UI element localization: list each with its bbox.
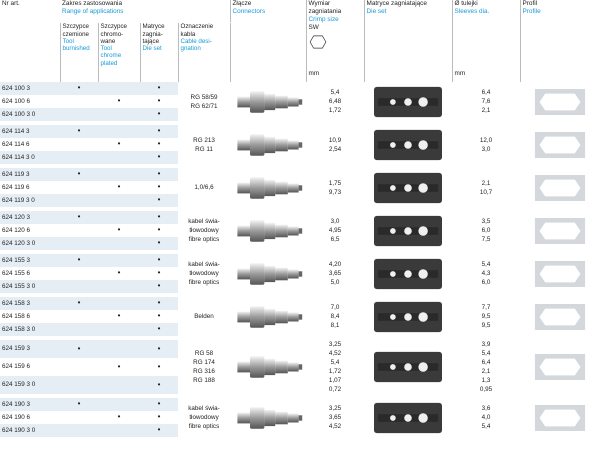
connector-cell bbox=[230, 168, 306, 207]
mark-cell bbox=[98, 358, 140, 376]
cable-designation-line: RG 213 bbox=[193, 136, 215, 144]
sleeve-diameter-line: 2,1 bbox=[481, 179, 491, 187]
article-number: 624 119 3 0 bbox=[0, 194, 60, 207]
article-number: 624 159 3 bbox=[0, 340, 60, 358]
mark-cell bbox=[60, 125, 98, 138]
bullet-mark bbox=[158, 197, 161, 204]
article-number: 624 190 6 bbox=[0, 411, 60, 424]
connector-cell bbox=[230, 398, 306, 437]
mark-cell bbox=[60, 168, 98, 181]
die-set-cell bbox=[364, 340, 452, 394]
mark-cell bbox=[60, 181, 98, 194]
bullet-mark bbox=[78, 401, 81, 408]
die-set-cell bbox=[364, 398, 452, 437]
mark-cell bbox=[98, 323, 140, 336]
bullet-mark bbox=[78, 346, 81, 353]
article-number: 624 155 6 bbox=[0, 267, 60, 280]
bnc-connector-icon bbox=[232, 127, 304, 163]
die-set-cell bbox=[364, 168, 452, 207]
cable-designation bbox=[178, 82, 230, 121]
die-set-icon bbox=[369, 85, 447, 119]
header-matryce-zag: Matryce zagniatające Die set bbox=[364, 0, 452, 82]
bullet-mark bbox=[158, 171, 161, 178]
crimp-size-line: 8,1 bbox=[330, 322, 340, 329]
article-number: 624 114 6 bbox=[0, 138, 60, 151]
mark-cell bbox=[98, 95, 140, 108]
article-number: 624 100 3 0 bbox=[0, 108, 60, 121]
mark-cell bbox=[98, 138, 140, 151]
mark-cell bbox=[98, 398, 140, 411]
crimp-size-line: 10,9 bbox=[328, 136, 342, 144]
article-number: 624 158 3 0 bbox=[0, 323, 60, 336]
mark-cell bbox=[98, 310, 140, 323]
connector-cell bbox=[230, 125, 306, 164]
article-number: 624 114 3 bbox=[0, 125, 60, 138]
bullet-mark bbox=[158, 414, 161, 421]
sleeve-diameter bbox=[452, 82, 520, 121]
cable-designation bbox=[178, 398, 230, 437]
table-row bbox=[0, 297, 600, 310]
bullet-mark bbox=[158, 326, 161, 333]
bnc-connector-icon bbox=[232, 349, 304, 385]
die-set-cell bbox=[364, 125, 452, 164]
mark-cell bbox=[98, 224, 140, 237]
mark-cell bbox=[60, 254, 98, 267]
mark-cell bbox=[140, 358, 178, 376]
bullet-mark bbox=[158, 184, 161, 191]
hexagon-icon bbox=[309, 35, 327, 49]
connector-cell bbox=[230, 254, 306, 293]
bullet-mark bbox=[158, 214, 161, 221]
cable-designation-line: Belden bbox=[194, 313, 214, 320]
sleeve-diameter-line: 12,0 bbox=[479, 136, 493, 144]
cable-designation-line: fibre optics bbox=[188, 423, 220, 430]
sleeve-diameter-line: 6,0 bbox=[481, 279, 491, 286]
profile-cell bbox=[520, 398, 600, 437]
cable-designation-line: kabel świa- bbox=[188, 405, 220, 412]
cable-designation-line: tłowodowy bbox=[189, 270, 219, 277]
bullet-mark bbox=[158, 227, 161, 234]
sleeve-diameter-line: 6,4 bbox=[481, 89, 491, 96]
mark-cell bbox=[140, 340, 178, 358]
mark-cell bbox=[140, 108, 178, 121]
cable-designation-line: RG 188 bbox=[193, 377, 215, 384]
cable-designation bbox=[178, 211, 230, 250]
mark-cell bbox=[60, 310, 98, 323]
sleeve-diameter-line: 5,4 bbox=[481, 261, 491, 268]
sleeve-diameter bbox=[452, 398, 520, 437]
die-set-icon bbox=[369, 257, 447, 291]
header-matryce: Matryce zagnia- tające Die set bbox=[140, 23, 178, 82]
bullet-mark bbox=[78, 214, 81, 221]
mark-cell bbox=[60, 95, 98, 108]
bnc-connector-icon bbox=[232, 256, 304, 292]
header-oznaczenie: Oznaczenie kabla Cable desi- gnation bbox=[178, 23, 230, 82]
sleeve-diameter-line: 7,6 bbox=[481, 98, 491, 105]
mark-cell bbox=[98, 194, 140, 207]
cable-designation-line: fibre optics bbox=[188, 279, 220, 286]
mark-cell bbox=[140, 237, 178, 250]
sleeve-diameter-line: 2,1 bbox=[481, 107, 491, 114]
crimp-size-line: 4,52 bbox=[328, 423, 342, 430]
profile-cell bbox=[520, 340, 600, 394]
header-szczypce-czem: Szczypce czemione Tool burnished bbox=[60, 23, 98, 82]
bullet-mark bbox=[158, 382, 161, 389]
mark-cell bbox=[60, 194, 98, 207]
cable-designation-line: RG 58 bbox=[194, 350, 214, 357]
bullet-mark bbox=[118, 184, 121, 191]
mark-cell bbox=[60, 411, 98, 424]
sleeve-diameter bbox=[452, 211, 520, 250]
crimp-size-line: 8,4 bbox=[330, 313, 340, 320]
sleeve-diameter-line: 4,3 bbox=[481, 270, 491, 277]
crimp-size bbox=[306, 254, 364, 293]
bullet-mark bbox=[118, 414, 121, 421]
cable-designation-line: 1,0/6,6 bbox=[194, 184, 214, 191]
bullet-mark bbox=[78, 171, 81, 178]
table-row bbox=[0, 211, 600, 224]
cable-designation bbox=[178, 168, 230, 207]
profile-cell bbox=[520, 125, 600, 164]
sleeve-diameter bbox=[452, 297, 520, 336]
header-wymiar: Wymiar zagniatania Crimp size SW mm bbox=[306, 0, 364, 82]
crimp-size-line: 6,48 bbox=[328, 98, 342, 105]
article-number: 624 155 3 0 bbox=[0, 280, 60, 293]
header-szczypce-chrom: Szczypce chromo- wane Tool chrome plated bbox=[98, 23, 140, 82]
mark-cell bbox=[98, 211, 140, 224]
mark-cell bbox=[98, 151, 140, 164]
bullet-mark bbox=[118, 227, 121, 234]
crimp-size-line: 0,72 bbox=[328, 386, 342, 393]
profile-cell bbox=[520, 254, 600, 293]
article-number: 624 159 6 bbox=[0, 358, 60, 376]
die-set-icon bbox=[369, 171, 447, 205]
header-art: Nr art. bbox=[0, 0, 60, 82]
mark-cell bbox=[60, 398, 98, 411]
mark-cell bbox=[140, 82, 178, 95]
hex-profile-icon bbox=[534, 217, 586, 245]
hex-profile-icon bbox=[534, 404, 586, 432]
cable-designation-line: kabel świa- bbox=[188, 261, 220, 268]
mark-cell bbox=[140, 181, 178, 194]
article-number: 624 159 3 0 bbox=[0, 376, 60, 394]
cable-designation bbox=[178, 340, 230, 394]
crimp-size-line: 7,0 bbox=[330, 304, 340, 311]
bullet-mark bbox=[158, 128, 161, 135]
article-number: 624 120 3 0 bbox=[0, 237, 60, 250]
article-number: 624 120 3 bbox=[0, 211, 60, 224]
sleeve-diameter-line: 5,4 bbox=[481, 350, 491, 357]
sleeve-diameter-line: 1,3 bbox=[481, 377, 491, 384]
bullet-mark bbox=[158, 98, 161, 105]
sleeve-diameter-line: 3,0 bbox=[481, 145, 491, 153]
crimp-size bbox=[306, 82, 364, 121]
sleeve-diameter-line: 3,5 bbox=[481, 218, 491, 225]
sleeve-diameter bbox=[452, 168, 520, 207]
bullet-mark bbox=[158, 141, 161, 148]
mark-cell bbox=[140, 323, 178, 336]
cable-designation-line: RG 62/71 bbox=[190, 102, 218, 110]
mark-cell bbox=[98, 267, 140, 280]
mark-cell bbox=[140, 95, 178, 108]
bullet-mark bbox=[118, 313, 121, 320]
connector-cell bbox=[230, 82, 306, 121]
table-row bbox=[0, 340, 600, 358]
mark-cell bbox=[60, 376, 98, 394]
bullet-mark bbox=[158, 111, 161, 118]
sleeve-diameter-line: 2,1 bbox=[481, 368, 491, 375]
mark-cell bbox=[140, 310, 178, 323]
article-number: 624 119 6 bbox=[0, 181, 60, 194]
hex-profile-icon bbox=[534, 353, 586, 381]
hex-profile-icon bbox=[534, 174, 586, 202]
article-number: 624 120 6 bbox=[0, 224, 60, 237]
mark-cell bbox=[98, 108, 140, 121]
bullet-mark bbox=[118, 98, 121, 105]
mark-cell bbox=[140, 194, 178, 207]
mark-cell bbox=[140, 254, 178, 267]
crimp-size-line: 3,65 bbox=[328, 414, 342, 421]
crimp-size-line: 3,25 bbox=[328, 341, 342, 348]
cable-designation-line: RG 174 bbox=[193, 359, 215, 366]
mark-cell bbox=[140, 398, 178, 411]
crimp-size-line: 4,95 bbox=[328, 227, 342, 234]
bullet-mark bbox=[78, 257, 81, 264]
mark-cell bbox=[98, 424, 140, 437]
profile-cell bbox=[520, 297, 600, 336]
bullet-mark bbox=[78, 128, 81, 135]
crimp-size bbox=[306, 340, 364, 394]
mark-cell bbox=[98, 297, 140, 310]
article-number: 624 100 3 bbox=[0, 82, 60, 95]
mark-cell bbox=[98, 280, 140, 293]
article-number: 624 158 3 bbox=[0, 297, 60, 310]
bnc-connector-icon bbox=[232, 84, 304, 120]
sleeve-diameter-line: 7,5 bbox=[481, 236, 491, 243]
cable-designation bbox=[178, 254, 230, 293]
sleeve-diameter-line: 6,4 bbox=[481, 359, 491, 366]
sleeve-diameter-line: 10,7 bbox=[479, 188, 493, 196]
article-number: 624 190 3 0 bbox=[0, 424, 60, 437]
bullet-mark bbox=[158, 85, 161, 92]
cable-designation-line: fibre optics bbox=[188, 236, 220, 243]
crimp-size bbox=[306, 125, 364, 164]
mark-cell bbox=[140, 267, 178, 280]
crimp-size-line: 4,20 bbox=[328, 261, 342, 268]
profile-cell bbox=[520, 211, 600, 250]
article-number: 624 155 3 bbox=[0, 254, 60, 267]
table-row bbox=[0, 168, 600, 181]
crimp-size-line: 6,5 bbox=[330, 236, 340, 243]
bullet-mark bbox=[158, 364, 161, 371]
crimp-size bbox=[306, 398, 364, 437]
crimp-size-line: 3,0 bbox=[330, 218, 340, 225]
cable-designation-line: RG 316 bbox=[193, 368, 215, 375]
crimp-size-line: 9,73 bbox=[328, 188, 342, 196]
hex-profile-icon bbox=[534, 88, 586, 116]
mark-cell bbox=[98, 340, 140, 358]
bullet-mark bbox=[158, 240, 161, 247]
mark-cell bbox=[98, 411, 140, 424]
cable-designation bbox=[178, 297, 230, 336]
mark-cell bbox=[60, 151, 98, 164]
mark-cell bbox=[60, 82, 98, 95]
die-set-cell bbox=[364, 254, 452, 293]
connector-cell bbox=[230, 340, 306, 394]
crimp-size-line: 5,4 bbox=[330, 359, 340, 366]
die-set-icon bbox=[369, 214, 447, 248]
header-zlacze: Złącze Connectors bbox=[230, 0, 306, 82]
table-row bbox=[0, 398, 600, 411]
sleeve-diameter bbox=[452, 340, 520, 394]
crimp-size-line: 1,07 bbox=[328, 377, 342, 384]
cable-designation-line: RG 58/59 bbox=[190, 93, 218, 101]
mark-cell bbox=[98, 125, 140, 138]
bullet-mark bbox=[118, 270, 121, 277]
article-number: 624 100 6 bbox=[0, 95, 60, 108]
mark-cell bbox=[60, 280, 98, 293]
bullet-mark bbox=[158, 427, 161, 434]
bnc-connector-icon bbox=[232, 299, 304, 335]
sleeve-diameter-line: 3,6 bbox=[481, 405, 491, 412]
mark-cell bbox=[60, 323, 98, 336]
mark-cell bbox=[60, 297, 98, 310]
mark-cell bbox=[140, 125, 178, 138]
connector-cell bbox=[230, 297, 306, 336]
bnc-connector-icon bbox=[232, 400, 304, 436]
table-row bbox=[0, 82, 600, 95]
sleeve-diameter bbox=[452, 254, 520, 293]
mark-cell bbox=[60, 340, 98, 358]
crimp-size bbox=[306, 168, 364, 207]
mark-cell bbox=[140, 297, 178, 310]
mark-cell bbox=[140, 151, 178, 164]
die-set-cell bbox=[364, 297, 452, 336]
mark-cell bbox=[98, 181, 140, 194]
sleeve-diameter-line: 5,4 bbox=[481, 423, 491, 430]
mark-cell bbox=[60, 211, 98, 224]
mark-cell bbox=[60, 424, 98, 437]
mark-cell bbox=[140, 376, 178, 394]
sleeve-diameter-line: 4,0 bbox=[481, 414, 491, 421]
mark-cell bbox=[98, 254, 140, 267]
crimp-size-line: 2,54 bbox=[328, 145, 342, 153]
header-zakres: Zakres zastosowania Range of applications bbox=[60, 0, 230, 23]
crimp-size-line: 3,65 bbox=[328, 270, 342, 277]
crimp-size-line: 1,75 bbox=[328, 179, 342, 187]
hex-profile-icon bbox=[534, 303, 586, 331]
table-row bbox=[0, 254, 600, 267]
article-number: 624 119 3 bbox=[0, 168, 60, 181]
bullet-mark bbox=[158, 283, 161, 290]
cable-designation-line: tłowodowy bbox=[189, 227, 219, 234]
crimp-size-line: 1,72 bbox=[328, 107, 342, 114]
crimp-size bbox=[306, 211, 364, 250]
header-tulejki: Ø tulejki Sleeves dia. mm bbox=[452, 0, 520, 82]
mark-cell bbox=[140, 224, 178, 237]
mark-cell bbox=[98, 168, 140, 181]
bnc-connector-icon bbox=[232, 213, 304, 249]
table-row bbox=[0, 125, 600, 138]
crimp-size-line: 1,72 bbox=[328, 368, 342, 375]
die-set-cell bbox=[364, 82, 452, 121]
bullet-mark bbox=[118, 141, 121, 148]
cable-designation-line: kabel świa- bbox=[188, 218, 220, 225]
mark-cell bbox=[60, 237, 98, 250]
connector-cell bbox=[230, 211, 306, 250]
mark-cell bbox=[140, 138, 178, 151]
bullet-mark bbox=[158, 154, 161, 161]
mark-cell bbox=[140, 211, 178, 224]
mark-cell bbox=[140, 168, 178, 181]
die-set-icon bbox=[369, 128, 447, 162]
mark-cell bbox=[60, 224, 98, 237]
sleeve-diameter bbox=[452, 125, 520, 164]
die-set-icon bbox=[369, 300, 447, 334]
die-set-icon bbox=[369, 350, 447, 384]
bullet-mark bbox=[158, 346, 161, 353]
article-number: 624 114 3 0 bbox=[0, 151, 60, 164]
sleeve-diameter-line: 3,9 bbox=[481, 341, 491, 348]
mark-cell bbox=[98, 82, 140, 95]
cable-designation-line: tłowodowy bbox=[189, 414, 219, 421]
sleeve-diameter-line: 9,5 bbox=[481, 313, 491, 320]
mark-cell bbox=[60, 267, 98, 280]
mark-cell bbox=[60, 108, 98, 121]
bullet-mark bbox=[118, 364, 121, 371]
crimp-size-line: 5,4 bbox=[330, 89, 340, 96]
bullet-mark bbox=[158, 313, 161, 320]
profile-cell bbox=[520, 82, 600, 121]
die-set-cell bbox=[364, 211, 452, 250]
crimp-size-line: 4,52 bbox=[328, 350, 342, 357]
mark-cell bbox=[98, 376, 140, 394]
mark-cell bbox=[98, 237, 140, 250]
crimp-size-line: 5,0 bbox=[330, 279, 340, 286]
die-set-icon bbox=[369, 401, 447, 435]
bnc-connector-icon bbox=[232, 170, 304, 206]
mark-cell bbox=[140, 280, 178, 293]
bullet-mark bbox=[158, 257, 161, 264]
header-profil: Profil Profile bbox=[520, 0, 600, 82]
sleeve-diameter-line: 0,95 bbox=[479, 386, 493, 393]
bullet-mark bbox=[158, 401, 161, 408]
bullet-mark bbox=[78, 85, 81, 92]
mark-cell bbox=[140, 411, 178, 424]
profile-cell bbox=[520, 168, 600, 207]
crimp-size bbox=[306, 297, 364, 336]
cable-designation bbox=[178, 125, 230, 164]
bullet-mark bbox=[158, 300, 161, 307]
crimp-size-line: 3,25 bbox=[328, 405, 342, 412]
bullet-mark bbox=[158, 270, 161, 277]
mark-cell bbox=[60, 358, 98, 376]
bullet-mark bbox=[78, 300, 81, 307]
sleeve-diameter-line: 7,7 bbox=[481, 304, 491, 311]
article-number: 624 190 3 bbox=[0, 398, 60, 411]
mark-cell bbox=[140, 424, 178, 437]
article-number: 624 158 6 bbox=[0, 310, 60, 323]
sleeve-diameter-line: 6,0 bbox=[481, 227, 491, 234]
hex-profile-icon bbox=[534, 260, 586, 288]
mark-cell bbox=[60, 138, 98, 151]
hex-profile-icon bbox=[534, 131, 586, 159]
sleeve-diameter-line: 9,5 bbox=[481, 322, 491, 329]
cable-designation-line: RG 11 bbox=[195, 145, 213, 153]
